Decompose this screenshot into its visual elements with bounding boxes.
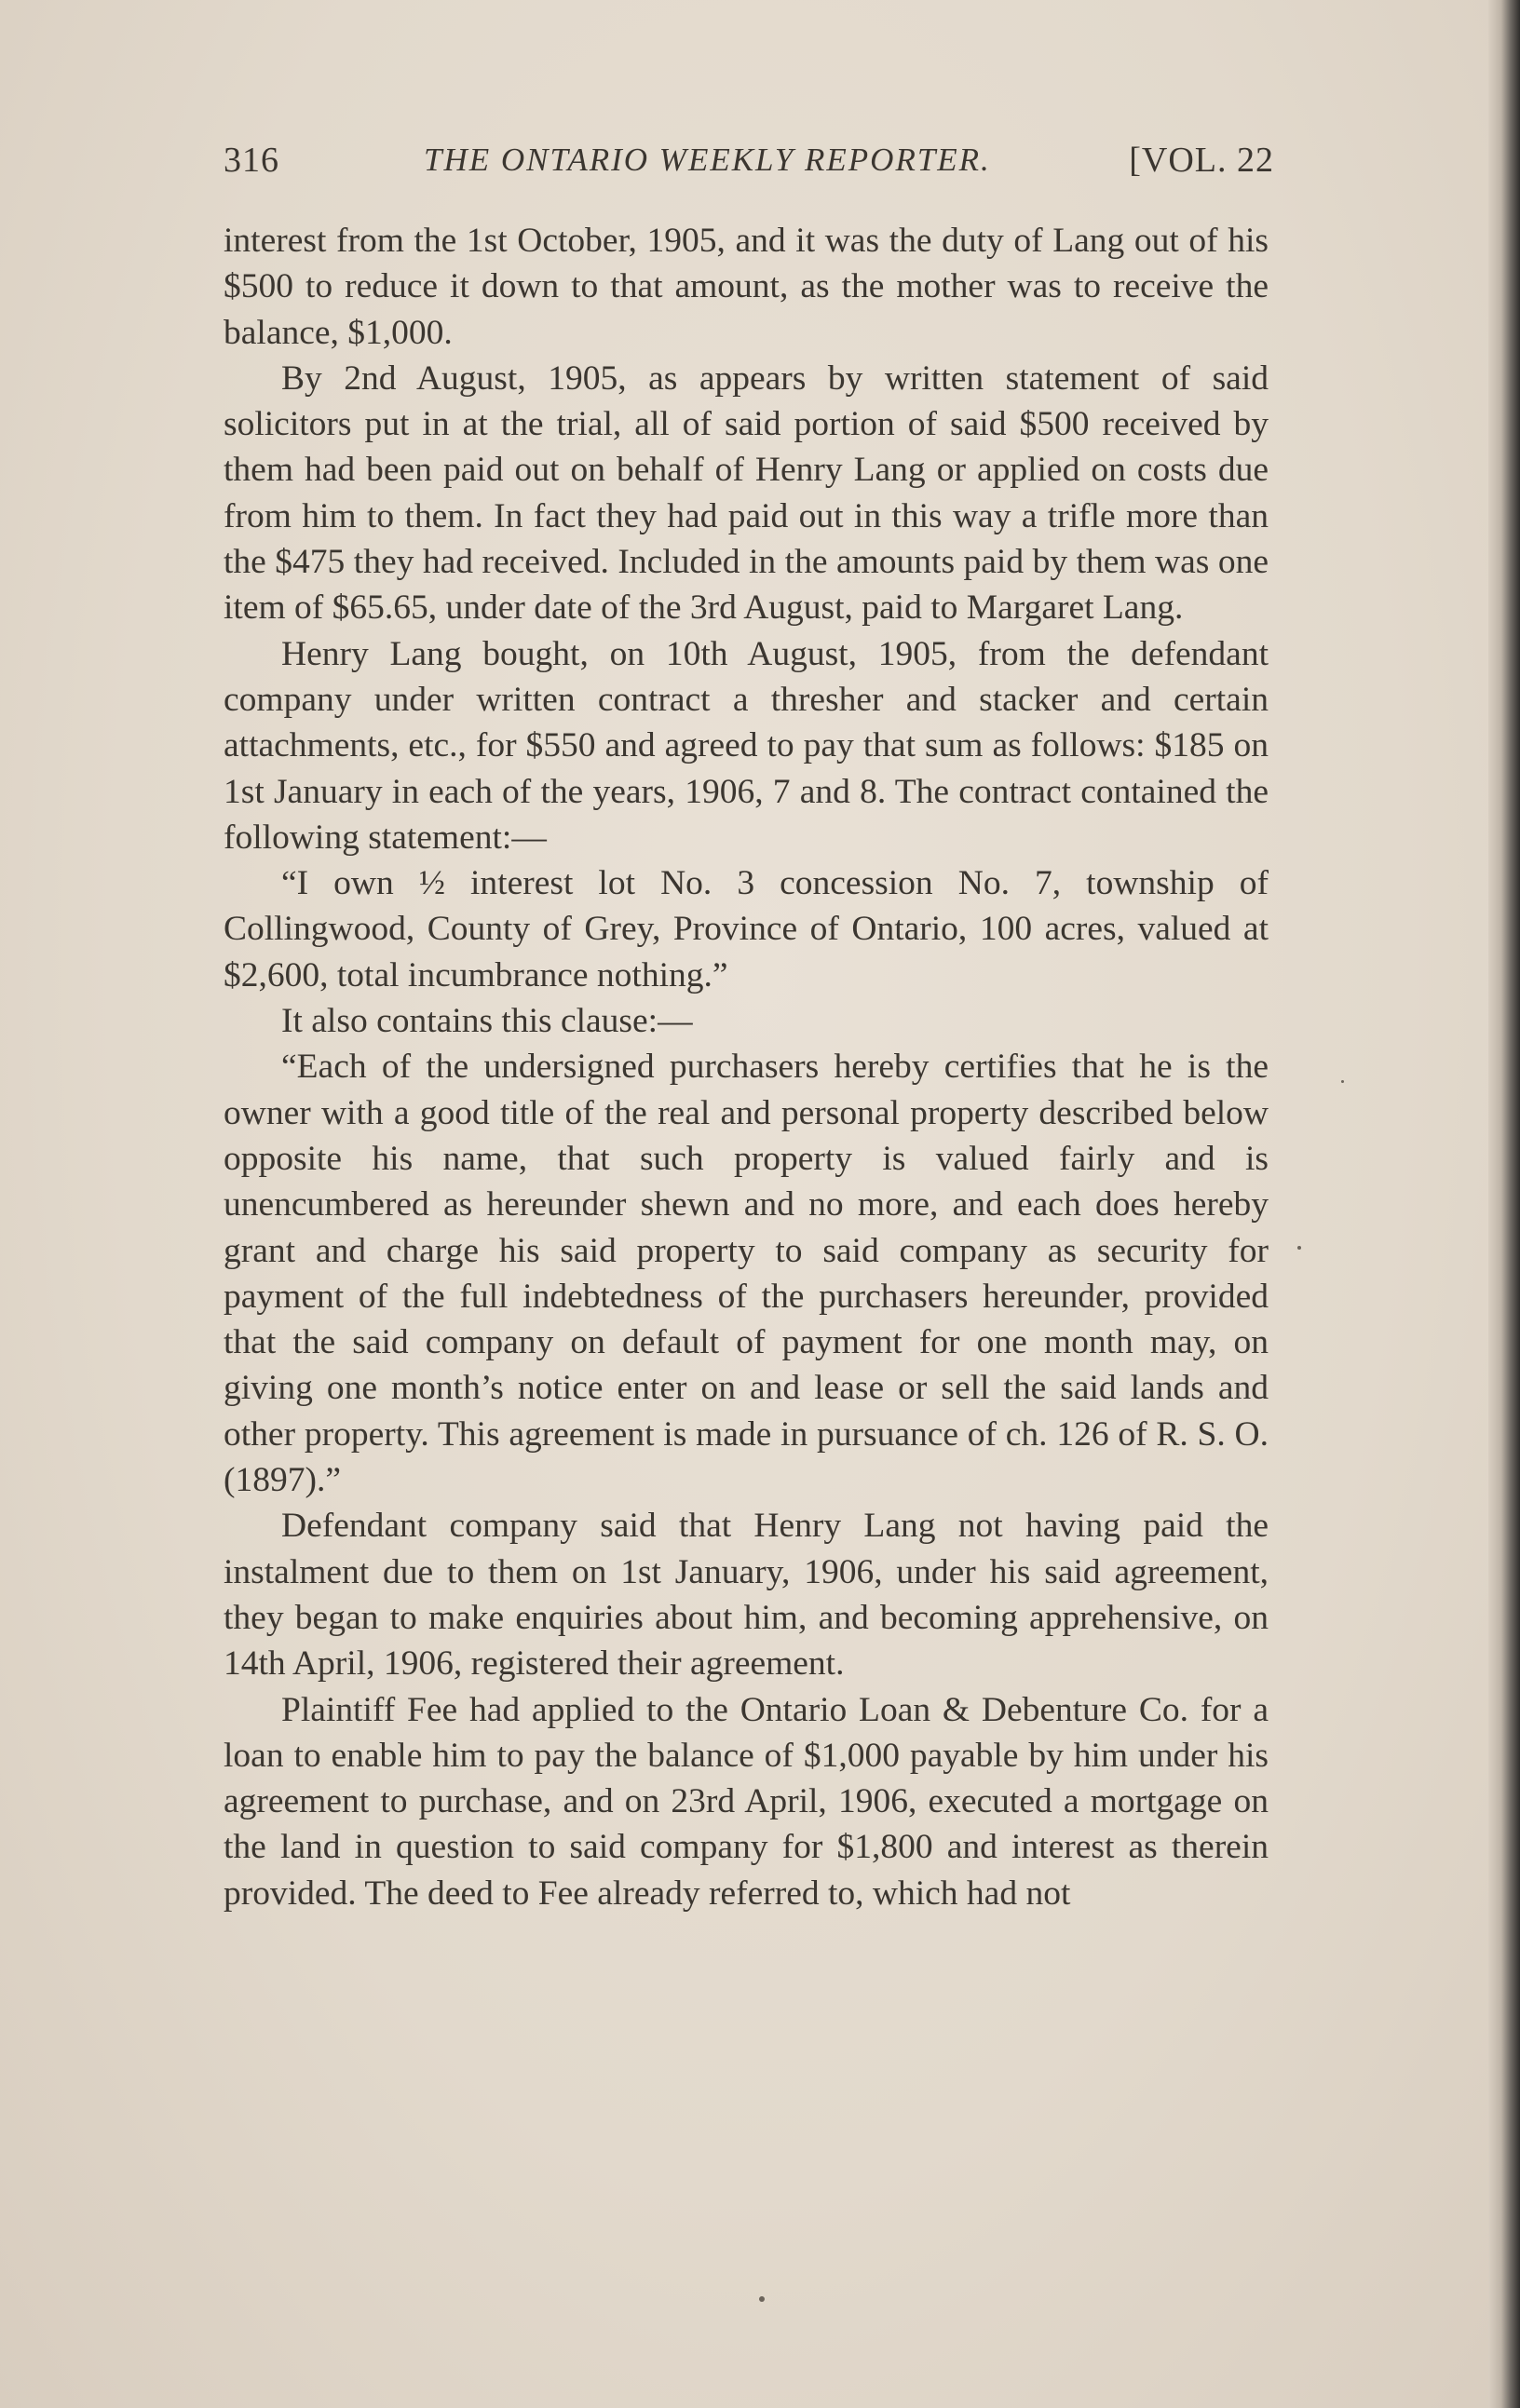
- speck: [1297, 1246, 1301, 1250]
- quoted-statement: “I own ½ interest lot No. 3 concession No. 7, township of Collingwood, County of Grey, Province of Ontario, 100 acres, valued at $2,600, total incumbrance nothing.”: [224, 864, 1269, 994]
- paragraph: interest from the 1st October, 1905, and it was the duty of Lang out of his $500 to reduce it down to that amount, as the mother was to receive the balance, $1,000.: [224, 222, 1269, 352]
- paragraph: Defendant company said that Henry Lang not having paid the instalment due to them on 1st January, 1906, under his said agreement, they began to make enquiries about him, and becoming apprehensive, on 14th April, 1906, registered their agreement.: [224, 1507, 1269, 1684]
- paragraph: Henry Lang bought, on 10th August, 1905, from the defendant company under written contract a thresher and stacker and certain attachments, etc., for $550 and agreed to pay that sum as follows: $185 on 1st January in each of the years, 1906, 7 and 8. The contract contained the following statement:—: [224, 634, 1269, 857]
- paragraph: It also contains this clause:—: [281, 1002, 693, 1041]
- volume-label: [VOL. 22: [1129, 141, 1274, 180]
- page-header: [224, 140, 1274, 196]
- page-body: [224, 218, 1269, 1916]
- running-title: THE ONTARIO WEEKLY REPORTER.: [424, 142, 991, 178]
- speck: [759, 2296, 765, 2302]
- quoted-clause: “Each of the undersigned purchasers hereby certifies that he is the owner with a good title of the real and personal property described below opposite his name, that such property is valued fairly and is unencumbered as hereunder shewn and no more, and each does hereby grant and charge his said property to said company as security for payment of the full indebtedness of the purchasers hereunder, provided that the said company on default of payment for one month may, on giving one month’s notice enter on and lease or sell the said lands and other property. This agreement is made in pursuance of ch. 126 of R. S. O. (1897).”: [224, 1048, 1269, 1500]
- speck: [1341, 1080, 1344, 1083]
- paragraph: Plaintiff Fee had applied to the Ontario Loan & Debenture Co. for a loan to enable him to pay the balance of $1,000 payable by him under his agreement to purchase, and on 23rd April, 1906, executed a mortgage on the land in question to said company for $1,800 and interest as therein provided. The deed to Fee already referred to, which had not: [224, 1690, 1269, 1913]
- page-edge-shadow: [1488, 0, 1520, 2408]
- page-number: 316: [224, 141, 279, 180]
- paragraph: By 2nd August, 1905, as appears by written statement of said solicitors put in at the trial, all of said portion of said $500 received by them had been paid out on behalf of Henry Lang or applied on costs due from him to them. In fact they had paid out in this way a trifle more than the $475 they had received. Included in the amounts paid by them was one item of $65.65, under date of the 3rd August, paid to Margaret Lang.: [224, 358, 1269, 628]
